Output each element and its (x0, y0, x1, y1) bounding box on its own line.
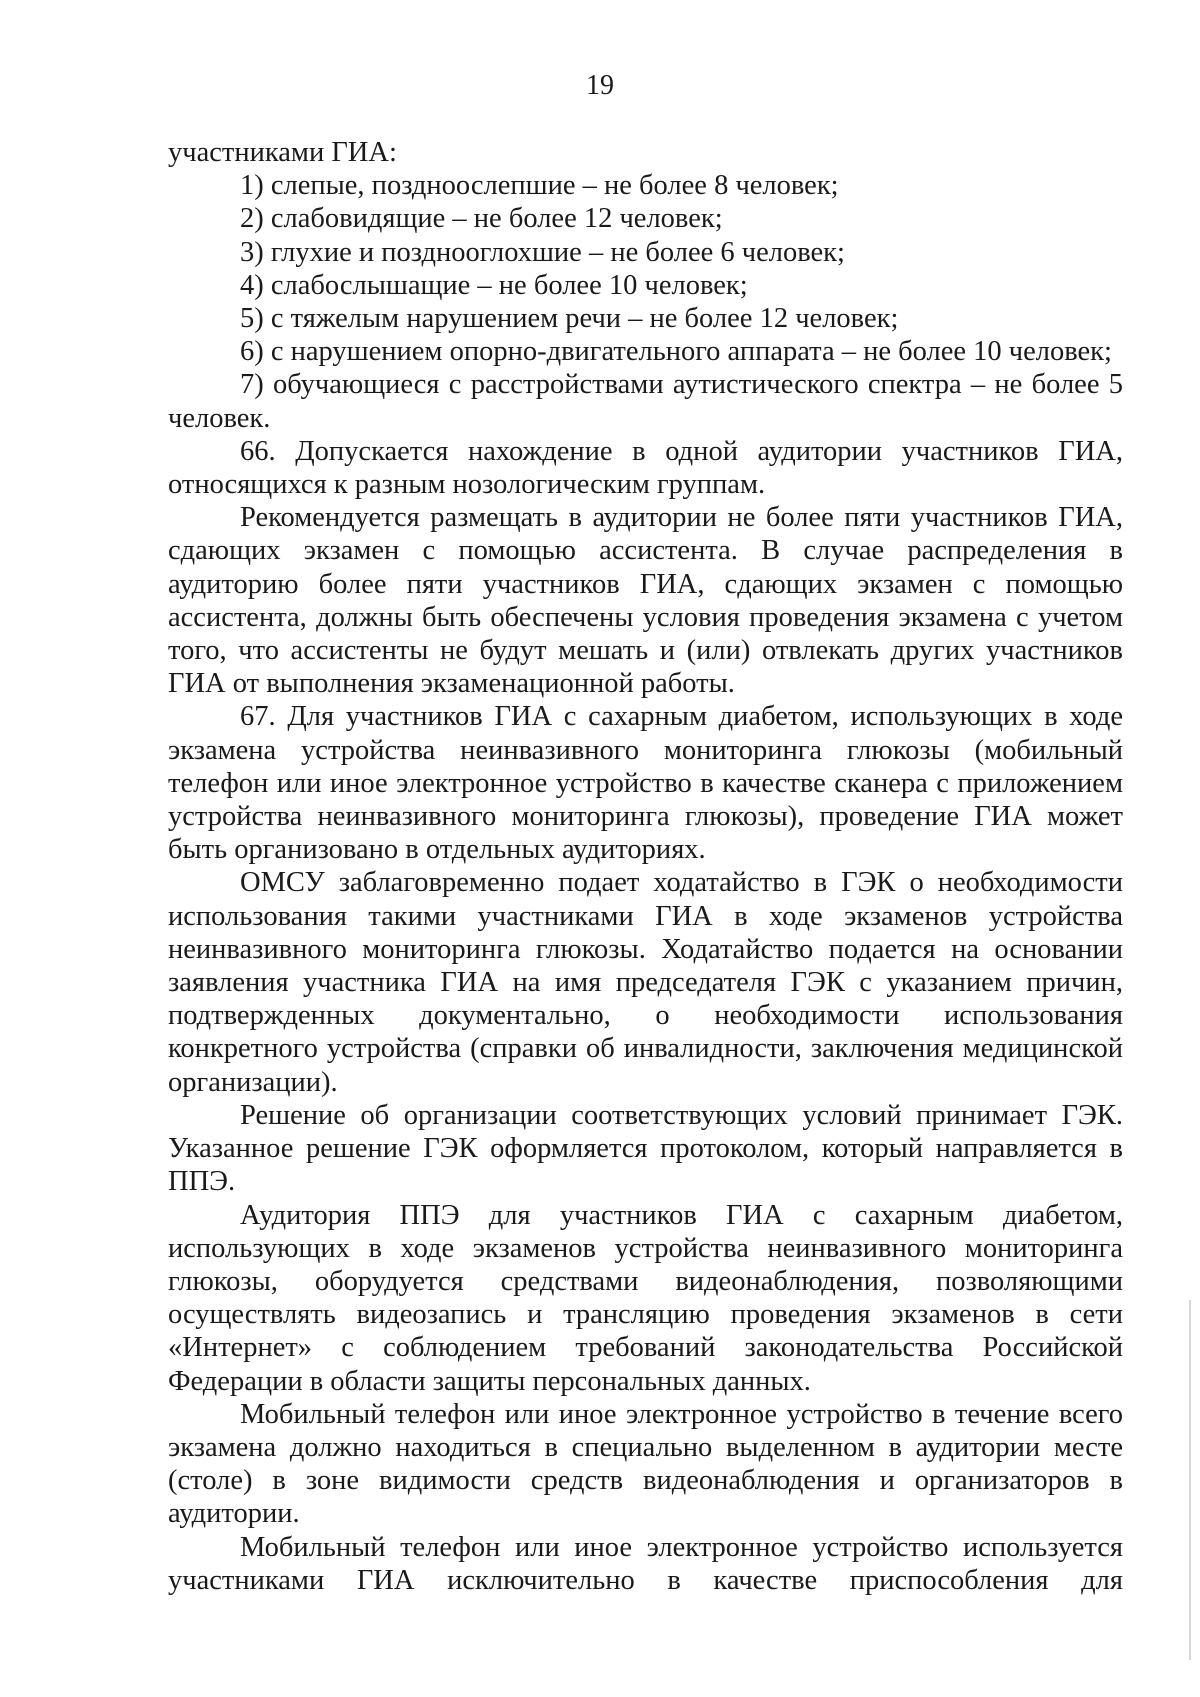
paragraph-device-usage: Мобильный телефон или иное электронное устройство используется участниками ГИА исключительно в качестве приспособления для (168, 1531, 1123, 1596)
list-item-blind: 1) слепые, поздноослепшие – не более 8 человек; (240, 170, 839, 202)
list-item-musculoskeletal: 6) с нарушением опорно-двигательного аппарата – не более 10 человек; (240, 336, 1112, 368)
list-item-speech-disorder: 5) с тяжелым нарушением речи – не более 12 человек; (240, 303, 899, 335)
paragraph-assistant-recommendation: Рекомендуется размещать в аудитории не более пяти участников ГИА, сдающих экзамен с помощью ассистента. В случае распределения в аудиторию более пяти участников ГИА, сдающих экзамен с помощью ассистента, должны быть обеспечены условия проведения экзамена с учетом того, что ассистенты не будут мешать и (или) отвлекать других участников ГИА от выполнения экзаменационной работы. (168, 502, 1123, 700)
list-item-deaf: 3) глухие и позднооглохшие – не более 6 человек; (240, 236, 845, 268)
page-number: 19 (586, 70, 614, 101)
paragraph-66: 66. Допускается нахождение в одной аудитории участников ГИА, относящихся к разным нозологическим группам. (168, 435, 1123, 501)
paragraph-omsu-petition: ОМСУ заблаговременно подает ходатайство в ГЭК о необходимости использования такими участниками ГИА в ходе экзаменов устройства неинвазивного мониторинга глюкозы. Ходатайство подается на основании заявления участника ГИА на имя председателя ГЭК с указанием причин, подтвержденных документально, о необходимости использования конкретного устройства (справки об инвалидности, заключения медицинской организации). (168, 867, 1123, 1098)
paragraph-continuation: участниками ГИА: (168, 137, 397, 168)
list-item-visually-impaired: 2) слабовидящие – не более 12 человек; (240, 203, 723, 235)
paragraph-device-location: Мобильный телефон или иное электронное устройство в течение всего экзамена должно находиться в специально выделенном в аудитории месте (столе) в зоне видимости средств видеонаблюдения и организаторов в аудитории. (168, 1398, 1123, 1530)
scan-edge-mark (1189, 1300, 1191, 1660)
list-item-hard-of-hearing: 4) слабослышащие – не более 10 человек; (240, 269, 748, 301)
list-item-autism-spectrum: 7) обучающиеся с расстройствами аутистического спектра – не более 5 человек. (168, 369, 1123, 434)
paragraph-gek-decision: Решение об организации соответствующих условий принимает ГЭК. Указанное решение ГЭК оформляется протоколом, который направляется в ППЭ. (168, 1099, 1123, 1198)
paragraph-video-surveillance: Аудитория ППЭ для участников ГИА с сахарным диабетом, использующих в ходе экзаменов устройства неинвазивного мониторинга глюкозы, оборудуется средствами видеонаблюдения, позволяющими осуществлять видеозапись и трансляцию проведения экзаменов в сети «Интернет» с соблюдением требований законодательства Российской Федерации в области защиты персональных данных. (168, 1199, 1123, 1397)
document-body (168, 136, 1123, 1597)
paragraph-67: 67. Для участников ГИА с сахарным диабетом, использующих в ходе экзамена устройства неинвазивного мониторинга глюкозы (мобильный телефон или иное электронное устройство в качестве сканера с приложением устройства неинвазивного мониторинга глюкозы), проведение ГИА может быть организовано в отдельных аудиториях. (168, 701, 1123, 866)
